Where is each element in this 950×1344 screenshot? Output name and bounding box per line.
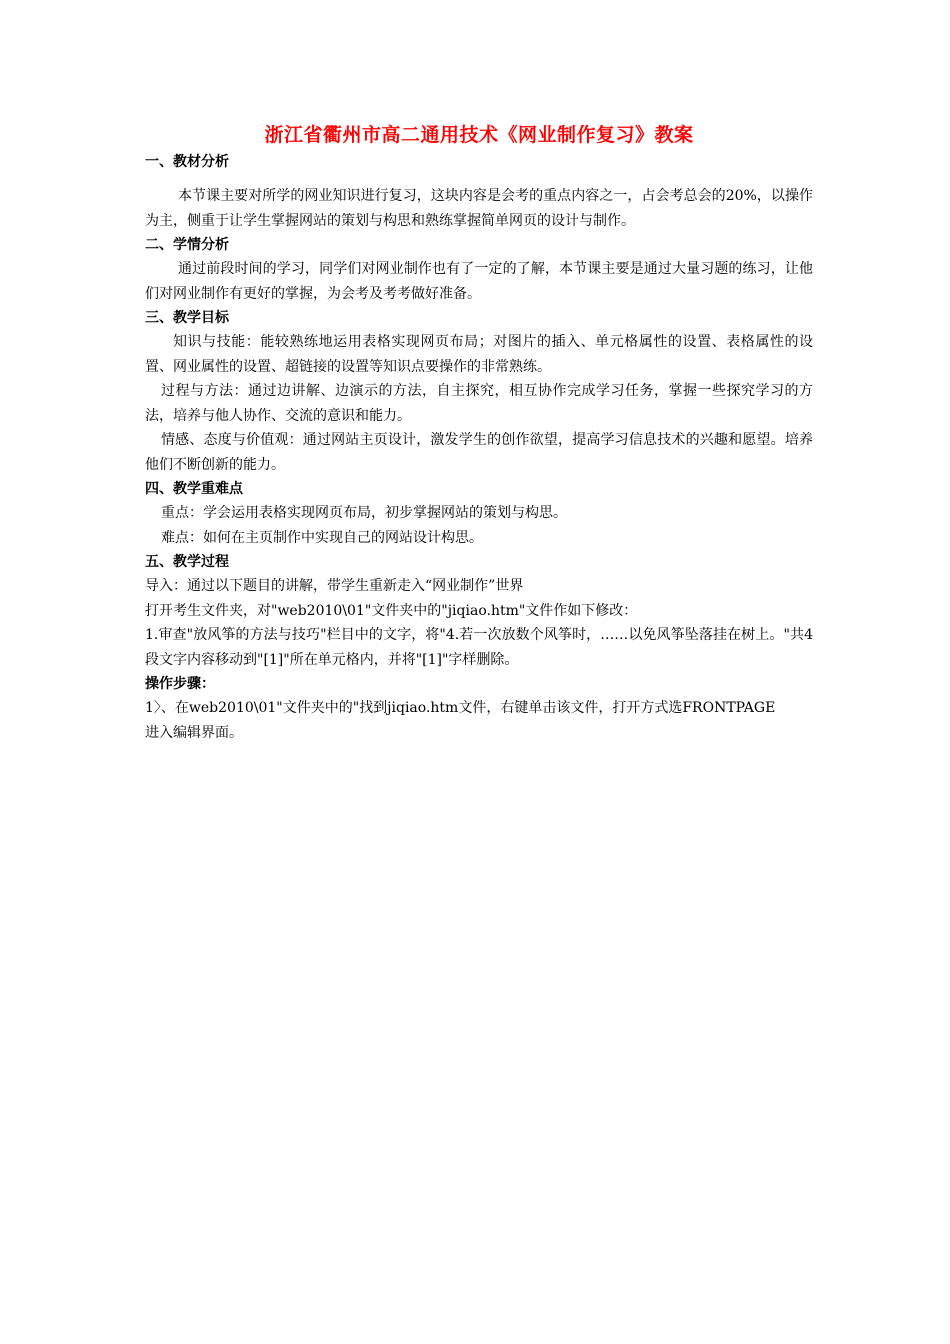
section-heading-key-points: 四、教学重难点 — [145, 481, 243, 497]
difficult-point: 难点：如何在主页制作中实现自己的网站设计构思。 — [161, 529, 483, 546]
process-intro: 导入：通过以下题目的讲解，带学生重新走入“网业制作”世界 — [145, 578, 524, 594]
step-1: 1〉、在web2010\01"文件夹中的"找到jiqiao.htm文件，右键单击该文件，打开方式选FRONTPAGE — [145, 700, 776, 716]
step-1-continued: 进入编辑界面。 — [145, 724, 243, 741]
document-title: 浙江省衢州市高二通用技术《网业制作复习》教案 — [264, 124, 694, 146]
document-page — [145, 122, 813, 745]
section-heading-process: 五、教学过程 — [145, 554, 229, 570]
objective-process-methods: 过程与方法：通过边讲解、边演示的方法，自主探究，相互协作完成学习任务，掌握一些探究学习的方法，培养与他人协作、交流的意识和能力。 — [145, 383, 813, 424]
process-instruction: 打开考生文件夹，对"web2010\01"文件夹中的"jiqiao.htm"文件作如下修改： — [145, 602, 638, 619]
spacer — [145, 174, 813, 184]
section-heading-objectives: 三、教学目标 — [145, 310, 229, 326]
process-task-1: 1.审查"放风筝的方法与技巧"栏目中的文字，将"4.若一次放数个风筝时，……以免风筝坠落挂在树上。"共4段文字内容移动到"[1]"所在单元格内，并将"[1]"字样删除。 — [145, 627, 813, 668]
section-heading-materials: 一、教材分析 — [145, 154, 229, 170]
section-heading-steps: 操作步骤： — [145, 676, 215, 692]
materials-paragraph: 本节课主要对所学的网业知识进行复习，这块内容是会考的重点内容之一，占会考总会的20%，以操作为主，侧重于让学生掌握网站的策划与构思和熟练掌握简单网页的设计与制作。 — [145, 188, 813, 229]
key-point: 重点：学会运用表格实现网页布局，初步掌握网站的策划与构思。 — [161, 505, 567, 521]
students-paragraph: 通过前段时间的学习，同学们对网业制作也有了一定的了解，本节课主要是通过大量习题的练习，让他们对网业制作有更好的掌握，为会考及考考做好准备。 — [145, 261, 813, 302]
objective-knowledge-skills: 知识与技能：能较熟练地运用表格实现网页布局；对图片的插入、单元格属性的设置、表格属性的设置、网业属性的设置、超链接的设置等知识点要操作的非常熟练。 — [145, 334, 813, 375]
section-heading-students: 二、学情分析 — [145, 237, 229, 253]
objective-emotion-values: 情感、态度与价值观：通过网站主页设计，激发学生的创作欲望，提高学习信息技术的兴趣和愿望。培养他们不断创新的能力。 — [145, 432, 813, 473]
